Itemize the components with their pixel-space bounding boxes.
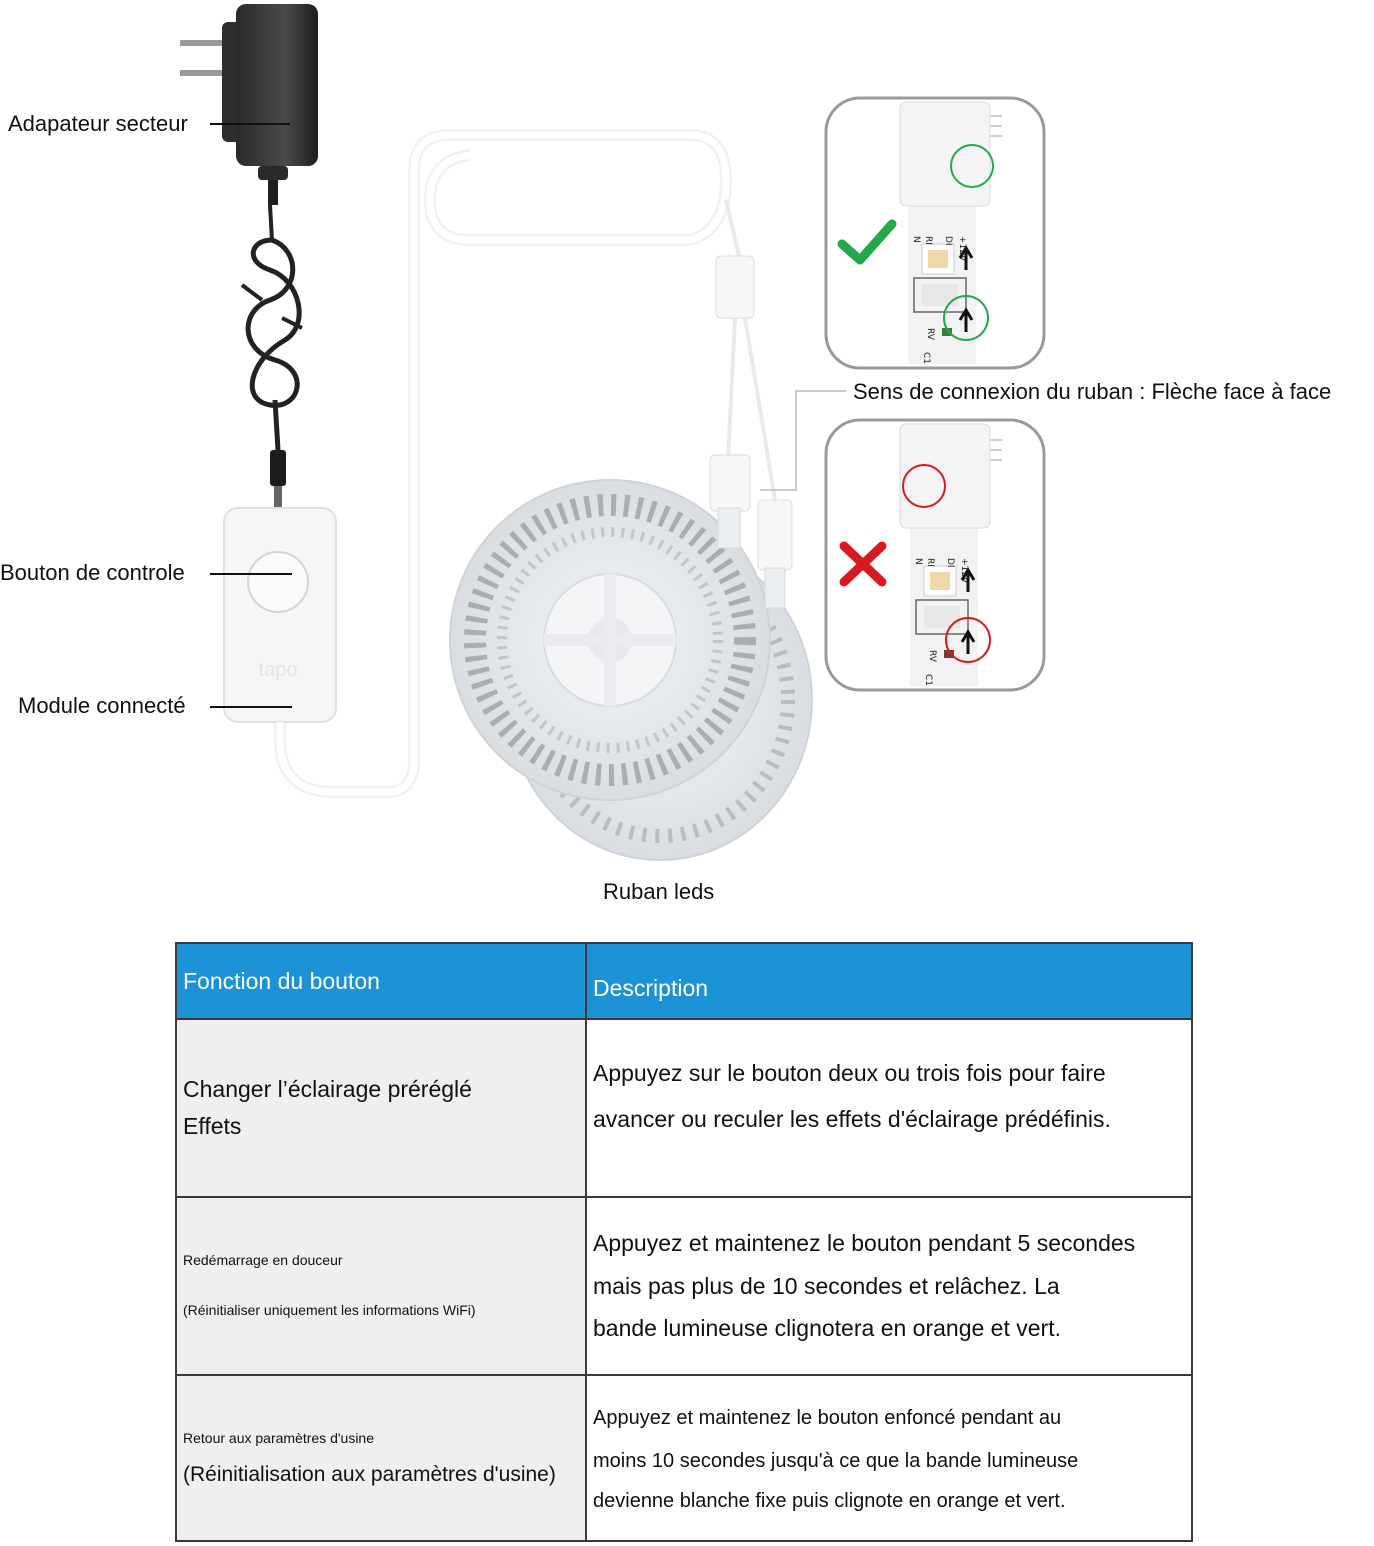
function-text: (Réinitialiser uniquement les informations WiFi) [183,1302,476,1318]
function-text: (Réinitialisation aux paramètres d'usine) [183,1462,556,1486]
column-header-description: Description [586,943,1192,1019]
strip-connector [758,500,792,570]
description-text: moins 10 secondes jusqu'à ce que la bande lumineuse [593,1450,1079,1472]
strip-connector [710,455,750,511]
description-cell [586,1375,1192,1541]
button-function-table [175,942,1193,1542]
pcb-label: RV [927,650,937,662]
description-text: Appuyez et maintenez le bouton pendant 5 secondes [593,1230,1136,1257]
description-text: bande lumineuse clignotera en orange et vert. [593,1315,1061,1342]
brand-logo: tapo [258,659,298,681]
description-text: avancer ou reculer les effets d'éclairage prédéfinis. [593,1106,1111,1132]
description-cell [586,1197,1192,1375]
description-text: mais pas plus de 10 secondes et relâchez. La [593,1272,1060,1299]
pcb-label: RI [923,236,933,245]
pcb-label: RV [925,328,935,340]
function-cell [176,1019,586,1197]
strip-end [718,508,740,548]
splitter-connector [716,256,754,318]
pcb-label: +12V [957,236,967,262]
power-adapter [180,4,318,508]
pcb-label: C1 [923,674,933,687]
description-cell [586,1019,1192,1197]
pcb-label: C1 [921,352,931,365]
connection-direction-label: Sens de connexion du ruban : Flèche face à face [853,379,1332,404]
connected-module-label: Module connecté [18,693,186,718]
adapter-label: Adapateur secteur [8,111,188,136]
function-text: Effets [183,1113,242,1139]
pcb-label: N [911,236,921,243]
function-text: Changer l’éclairage préréglé [183,1076,472,1103]
column-header-function: Fonction du bouton [176,943,586,1019]
table-header-row [176,943,1192,1019]
table-row [176,1375,1192,1541]
function-text: Redémarrage en douceur [183,1252,343,1269]
description-text: devienne blanche fixe puis clignote en orange et vert. [593,1490,1066,1512]
description-text: Appuyez et maintenez le bouton enfoncé pendant au [593,1407,1062,1429]
function-cell [176,1197,586,1375]
inset-correct [826,98,1044,368]
pcb-label: +12V [959,558,969,584]
function-text: Retour aux paramètres d'usine [183,1430,374,1447]
function-cell [176,1375,586,1541]
strip-end [765,568,785,608]
pcb-label: DI [945,558,955,568]
description-text: Appuyez sur le bouton deux ou trois fois pour faire [593,1060,1106,1086]
control-button-label: Bouton de controle [0,560,185,585]
pcb-label: RI [925,558,935,567]
pcb-label: DI [943,236,953,246]
inset-wrong [826,420,1044,690]
pcb-label: N [913,558,923,565]
led-strip-label: Ruban leds [603,879,715,904]
table-row [176,1019,1192,1197]
table-row [176,1197,1192,1375]
